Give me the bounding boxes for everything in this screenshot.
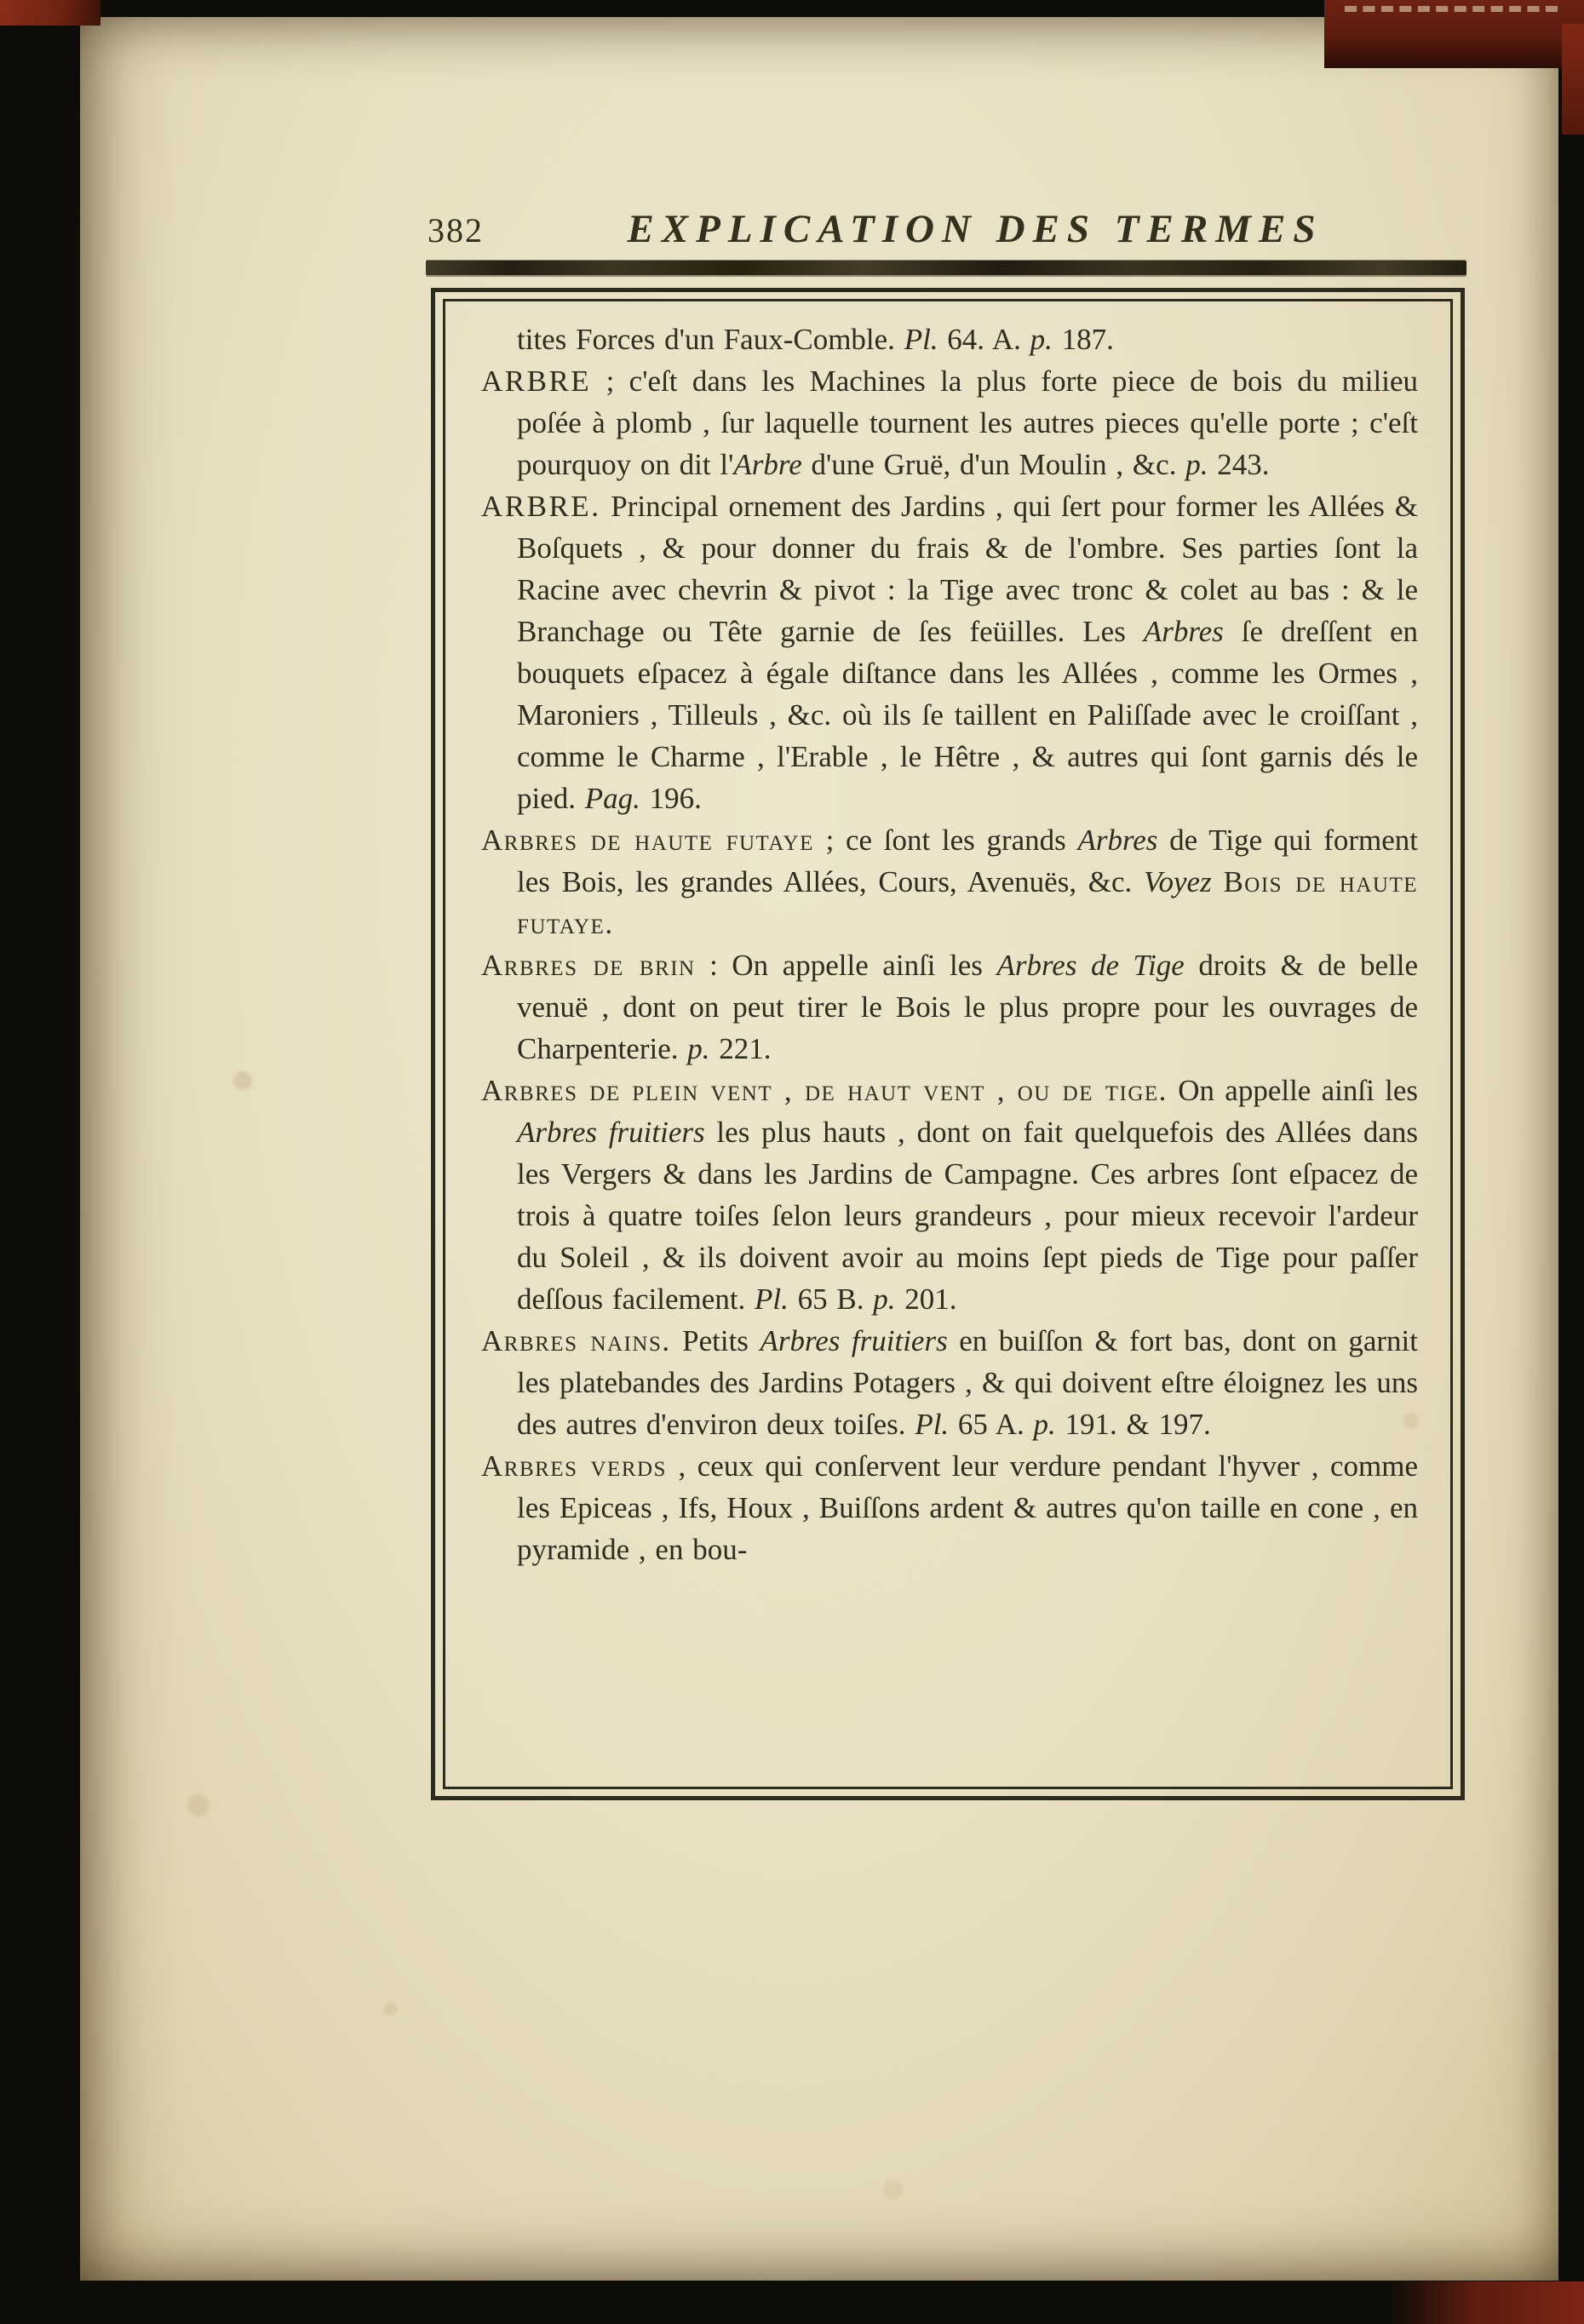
entry-italic-text: p. [873, 1283, 896, 1316]
entry-smallcaps-text: Arbres verds [481, 1449, 667, 1483]
entry-text: d'une Gruë, d'un Moulin , &c. [801, 448, 1186, 481]
entry-text: . [605, 907, 613, 940]
entry-text: 191. & 197. [1055, 1408, 1211, 1441]
glossary-entry [481, 944, 1418, 1070]
entry-italic-text: p. [1033, 1408, 1056, 1441]
entry-text: 196. [640, 782, 702, 815]
header-rule [426, 261, 1466, 275]
entry-text: droits & de belle venuë , dont on peut tirer le Bois le plus propre pour les ouvrages de Charpenterie. [517, 949, 1419, 1065]
entry-smallcaps-text: Arbres de plein vent , de haut vent , ou de tige. [481, 1074, 1168, 1107]
entry-text: : On appelle ainſi les [695, 949, 997, 982]
entry-smallcaps-text: Bois de haute futaye [517, 865, 1419, 940]
entry-italic-text: Pl. [904, 323, 938, 356]
glossary-entry [481, 485, 1418, 819]
page-number: 382 [428, 211, 484, 250]
entry-text: 65 B. [788, 1283, 874, 1316]
entry-text: de Tige qui forment les Bois, les grandes Allées, Cours, Avenuës, &c. [517, 823, 1419, 898]
entry-text: 64. A. [938, 323, 1030, 356]
entry-headword: ARBRE. [481, 490, 601, 523]
entry-italic-text: Pl. [915, 1408, 950, 1441]
page-header [428, 206, 1466, 259]
entry-text: ; ce ſont les grands [813, 823, 1078, 857]
entry-italic-text: Arbres fruitiers [517, 1116, 705, 1149]
book-cover-edge-top-right [1324, 0, 1584, 68]
entry-text: ; c'eſt dans les Machines la plus forte piece de bois du milieu poſée à plomb , ſur laquelle tournent les autres pieces qu'elle porte ; c'eſt pourquoy on dit l' [517, 364, 1418, 481]
entry-italic-text: Voyez [1144, 865, 1212, 898]
entry-italic-text: Arbres de Tige [996, 949, 1185, 982]
entry-headword: ARBRE [481, 364, 592, 398]
page [80, 17, 1558, 2281]
entry-text: ſe dreſſent en bouquets eſpacez à égale diſtance dans les Allées , comme les Ormes , Maroniers , Tilleuls , &c. où ils ſe taillent en Paliſſade avec le croiſſant , comme le Charme , l'Erable , le Hêtre , & autres qui ſont garnis dés le pied. [517, 615, 1418, 815]
glossary-entry [481, 360, 1418, 485]
entry-text: tites Forces d'un Faux-Comble. [517, 323, 904, 356]
glossary-entries [445, 301, 1450, 1570]
entry-text: 201. [895, 1283, 957, 1316]
running-title: EXPLICATION DES TERMES [627, 207, 1323, 251]
entry-smallcaps-text: Arbres de brin [481, 949, 696, 982]
text-frame [431, 288, 1465, 1800]
entry-text: en buiſſon & fort bas, dont on garnit les platebandes des Jardins Potagers , & qui doivent eſtre éloignez les uns des autres d'environ deux toiſes. [517, 1324, 1418, 1441]
entry-text: On appelle ainſi les [1167, 1074, 1418, 1107]
glossary-entry [481, 1070, 1418, 1320]
entry-text: 243. [1208, 448, 1270, 481]
entry-italic-text: Arbres [1077, 823, 1158, 857]
entry-text: 187. [1052, 323, 1114, 356]
entry-italic-text: Arbre [733, 448, 802, 481]
entry-italic-text: p. [1185, 448, 1208, 481]
entry-smallcaps-text: Arbres nains. [481, 1324, 671, 1357]
book-cover-edge-top-left [0, 0, 100, 26]
book-cover-edge-bottom-right [1388, 2281, 1584, 2324]
entry-text: Petits [670, 1324, 760, 1357]
entry-text: Principal ornement des Jardins , qui ſert pour former les Allées & Boſquets , & pour donner du frais & de l'ombre. Ses parties ſont la Racine avec chevrin & pivot : la Tige avec tronc & colet au bas : & le Branchage ou Tête garnie de ſes feüilles. Les [517, 490, 1418, 648]
entry-italic-text: Arbres fruitiers [760, 1324, 948, 1357]
glossary-entry [481, 1445, 1418, 1570]
entry-text: 221. [709, 1032, 772, 1065]
entry-italic-text: Pl. [755, 1283, 789, 1316]
entry-text: les plus hauts , dont on fait quelquefois des Allées dans les Vergers & dans les Jardins de Campagne. Ces arbres ſont eſpacez de trois à quatre toiſes ſelon leurs grandeurs , pour mieux recevoir l'ardeur du Soleil , & ils doivent avoir au moins ſept pieds de Tige pour paſſer deſſous facilement. [517, 1116, 1418, 1316]
entry-text: , ceux qui conſervent leur verdure pendant l'hyver , comme les Epiceas , Ifs, Houx , Buiſſons ardent & autres qu'on taille en cone , en pyramide , en bou- [517, 1449, 1419, 1566]
entry-italic-text: Pag. [584, 782, 640, 815]
entry-text [1212, 865, 1224, 898]
entry-italic-text: p. [687, 1032, 710, 1065]
text-frame-inner [443, 299, 1453, 1789]
entry-italic-text: p. [1030, 323, 1053, 356]
glossary-entry [481, 1320, 1418, 1445]
glossary-entry [481, 819, 1418, 944]
entry-italic-text: Arbres [1143, 615, 1224, 648]
entry-continuation [481, 318, 1418, 360]
book-cover-edge-right [1562, 24, 1584, 135]
entry-smallcaps-text: Arbres de haute futaye [481, 823, 814, 857]
entry-text: 65 A. [949, 1408, 1034, 1441]
